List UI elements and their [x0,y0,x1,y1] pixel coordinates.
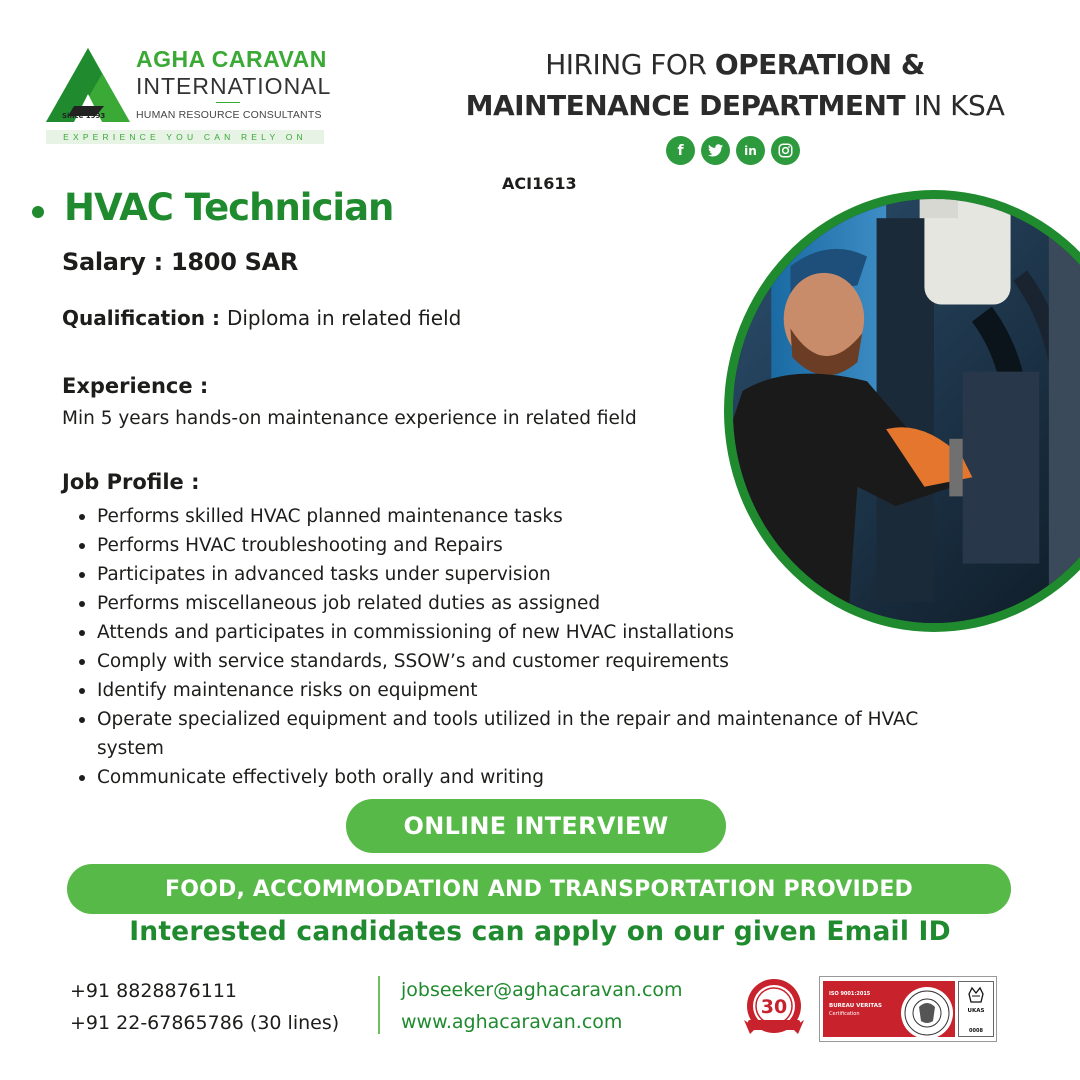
logo-tagline: EXPERIENCE YOU CAN RELY ON [46,130,324,144]
cert-bv-text: BUREAU VERITAS [829,1003,882,1009]
facebook-icon[interactable]: f [666,136,695,165]
website-link[interactable]: www.aghacaravan.com [401,1011,623,1033]
logo-subtitle: HUMAN RESOURCE CONSULTANTS [136,109,322,121]
qualification [62,306,461,330]
30-years-badge-icon [738,976,810,1038]
job-code: ACI1613 [502,174,577,193]
list-item: Comply with service standards, SSOW’s and customer requirements [97,647,977,676]
experience-value: Min 5 years hands-on maintenance experience in related field [62,408,637,429]
cert-certification-text: Certification [829,1011,860,1017]
logo-name-line2: INTERNATIONAL [136,73,332,99]
salary [62,248,298,276]
hiring-heading [440,44,1030,126]
title-bullet [32,206,44,218]
email-link[interactable]: jobseeker@aghacaravan.com [401,979,683,1001]
bureau-veritas-panel [823,981,955,1037]
bureau-veritas-seal-icon [899,985,955,1041]
benefits-banner: FOOD, ACCOMMODATION AND TRANSPORTATION PROVIDED [67,864,1011,914]
list-item: Performs miscellaneous job related duties as assigned [97,589,977,618]
ukas-code: 0008 [969,1028,983,1034]
list-item: Communicate effectively both orally and writing [97,763,977,792]
certification-badge [819,976,997,1042]
salary-value: 1800 SAR [171,248,299,276]
logo-name-line1: AGHA CARAVAN [136,46,327,72]
hiring-suffix: IN KSA [905,89,1005,122]
badge-years-text: 30 [760,996,788,1018]
experience-label: Experience : [62,374,209,398]
phone-1[interactable]: +91 8828876111 [70,980,238,1002]
qualification-label: Qualification : [62,306,227,330]
job-profile-list [97,502,977,792]
list-item: Identify maintenance risks on equipment [97,676,977,705]
list-item: Performs skilled HVAC planned maintenance tasks [97,502,977,531]
list-item: Participates in advanced tasks under supervision [97,560,977,589]
footer-divider [378,976,380,1034]
hiring-prefix: HIRING FOR [545,48,715,81]
ukas-mark [958,981,994,1037]
instagram-icon[interactable] [771,136,800,165]
hiring-bold-2: MAINTENANCE DEPARTMENT [465,89,906,122]
online-interview-banner: ONLINE INTERVIEW [346,799,726,853]
list-item: Operate specialized equipment and tools utilized in the repair and maintenance of HVAC system [97,705,977,763]
logo-since: Since 1993 [62,112,106,120]
salary-label: Salary : [62,248,171,276]
hiring-bold-1: OPERATION & [714,48,925,81]
cert-iso-text: ISO 9001:2015 [829,991,871,997]
contact-links [401,974,683,1038]
list-item: Attends and participates in commissioning of new HVAC installations [97,618,977,647]
ukas-label: UKAS [967,1008,985,1014]
qualification-value: Diploma in related field [226,306,462,330]
list-item: Performs HVAC troubleshooting and Repairs [97,531,977,560]
linkedin-icon[interactable]: in [736,136,765,165]
social-links [666,136,800,165]
twitter-icon[interactable] [701,136,730,165]
job-profile-label: Job Profile : [62,470,200,494]
ukas-crown-icon [967,986,985,1008]
logo-divider [216,102,240,103]
phone-numbers [70,975,339,1039]
apply-instruction: Interested candidates can apply on our given Email ID [129,916,951,947]
phone-2[interactable]: +91 22-67865786 (30 lines) [70,1012,340,1034]
company-logo [44,38,334,148]
job-title: HVAC Technician [64,186,394,229]
